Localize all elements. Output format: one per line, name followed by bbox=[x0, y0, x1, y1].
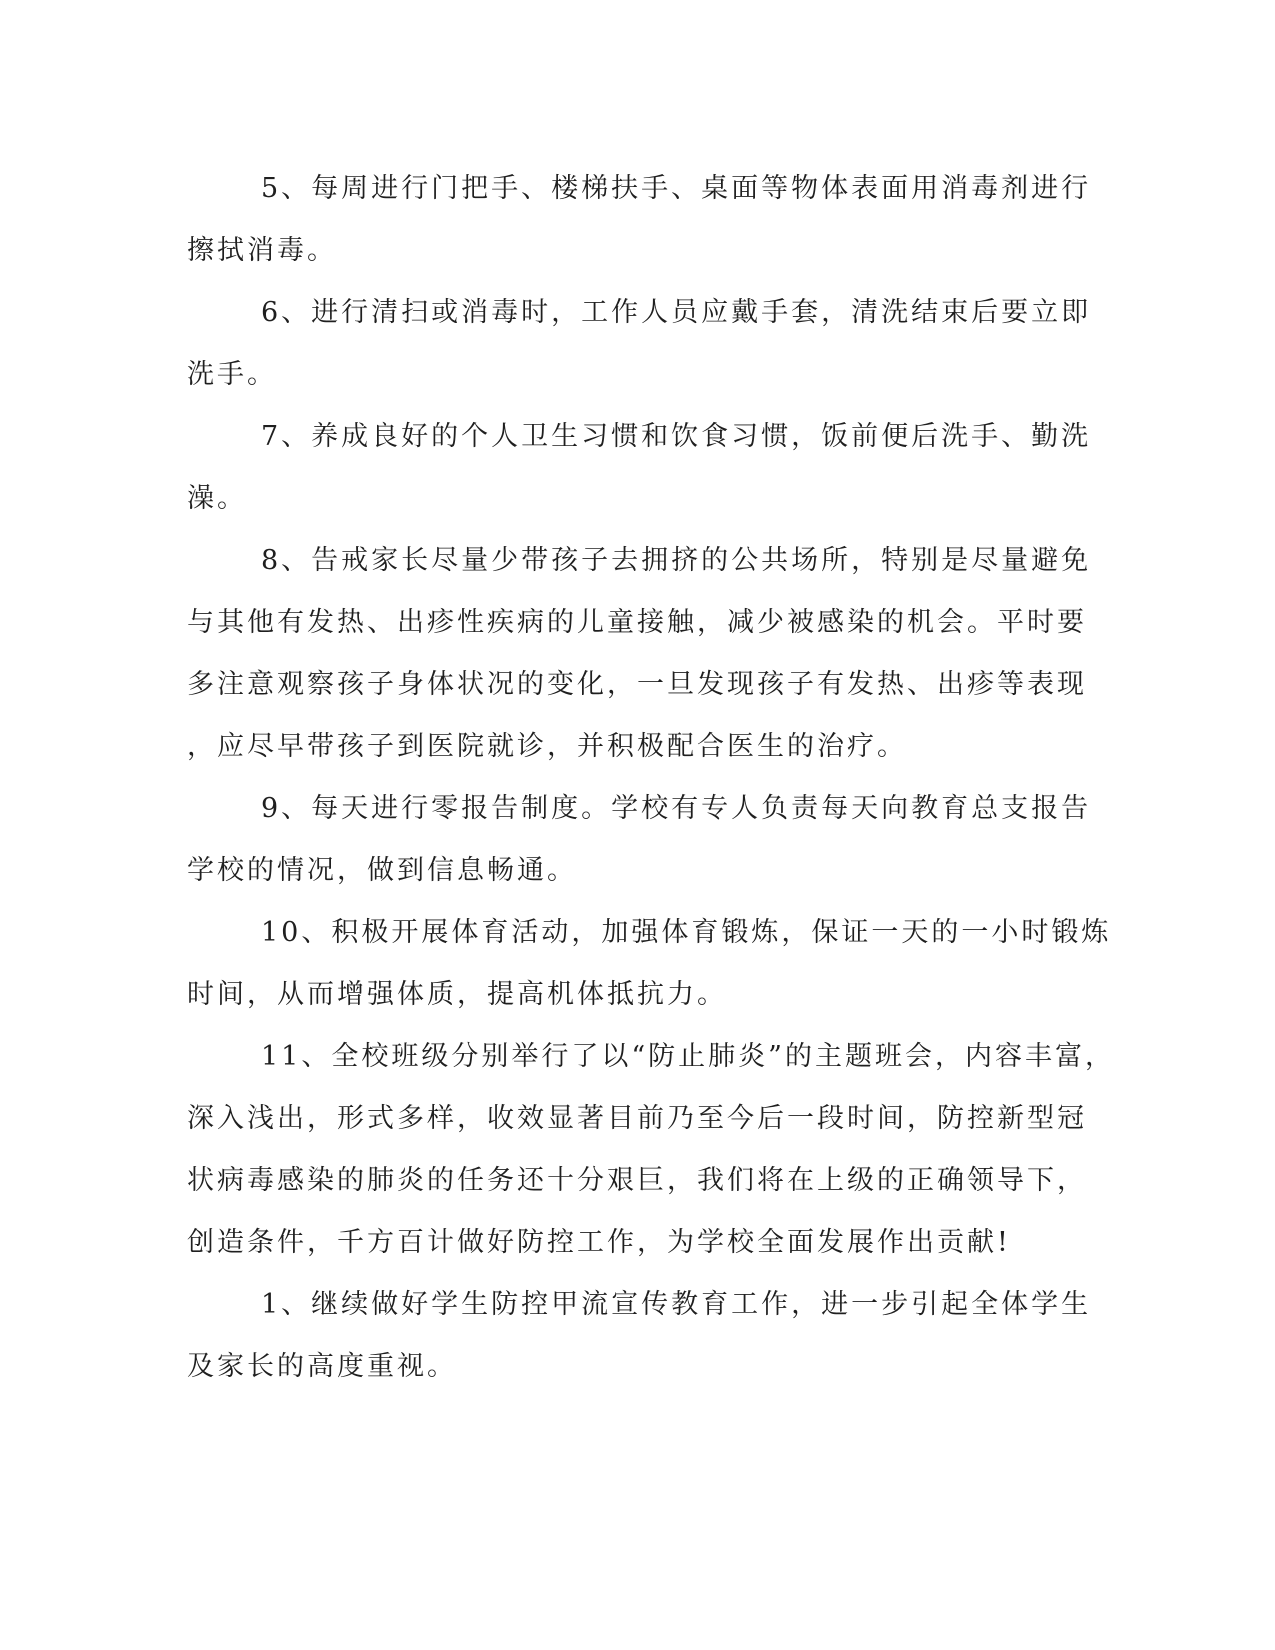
paragraph-line: 5、每周进行门把手、楼梯扶手、桌面等物体表面用消毒剂进行 bbox=[261, 173, 1092, 204]
document-body bbox=[187, 158, 1115, 1398]
paragraph-line: 6、进行清扫或消毒时，工作人员应戴手套，清洗结束后要立即 bbox=[261, 297, 1092, 328]
paragraph-line: 澡。 bbox=[187, 483, 247, 514]
paragraph-item-11 bbox=[187, 1026, 1115, 1274]
paragraph-line: 9、每天进行零报告制度。学校有专人负责每天向教育总支报告 bbox=[261, 793, 1092, 824]
paragraph-line: ，应尽早带孩子到医院就诊，并积极配合医生的治疗。 bbox=[187, 731, 907, 762]
paragraph-item-10 bbox=[187, 902, 1112, 1026]
paragraph-item-9 bbox=[187, 778, 1092, 902]
paragraph-line: 创造条件，千方百计做好防控工作，为学校全面发展作出贡献! bbox=[187, 1227, 1011, 1258]
paragraph-item-5 bbox=[187, 158, 1092, 282]
paragraph-line: 深入浅出，形式多样，收效显著目前乃至今后一段时间，防控新型冠 bbox=[187, 1103, 1087, 1134]
paragraph-line: 学校的情况，做到信息畅通。 bbox=[187, 855, 577, 886]
paragraph-line: 时间，从而增强体质，提高机体抵抗力。 bbox=[187, 979, 727, 1010]
paragraph-line: 10、积极开展体育活动，加强体育锻炼，保证一天的一小时锻炼 bbox=[261, 917, 1112, 948]
paragraph-line: 1、继续做好学生防控甲流宣传教育工作，进一步引起全体学生 bbox=[261, 1289, 1092, 1320]
paragraph-item-6 bbox=[187, 282, 1092, 406]
paragraph-line: 7、养成良好的个人卫生习惯和饮食习惯，饭前便后洗手、勤洗 bbox=[261, 421, 1092, 452]
paragraph-item-7 bbox=[187, 406, 1092, 530]
paragraph-item-1 bbox=[187, 1274, 1092, 1398]
paragraph-line: 状病毒感染的肺炎的任务还十分艰巨，我们将在上级的正确领导下， bbox=[187, 1165, 1087, 1196]
paragraph-line: 擦拭消毒。 bbox=[187, 235, 337, 266]
paragraph-line: 多注意观察孩子身体状况的变化，一旦发现孩子有发热、出疹等表现 bbox=[187, 669, 1087, 700]
paragraph-line: 与其他有发热、出疹性疾病的儿童接触，减少被感染的机会。平时要 bbox=[187, 607, 1087, 638]
paragraph-item-8 bbox=[187, 530, 1092, 778]
paragraph-line: 8、告戒家长尽量少带孩子去拥挤的公共场所，特别是尽量避免 bbox=[261, 545, 1092, 576]
paragraph-line: 11、全校班级分别举行了以“防止肺炎”的主题班会，内容丰富， bbox=[261, 1041, 1115, 1072]
paragraph-line: 洗手。 bbox=[187, 359, 277, 390]
paragraph-line: 及家长的高度重视。 bbox=[187, 1351, 457, 1382]
